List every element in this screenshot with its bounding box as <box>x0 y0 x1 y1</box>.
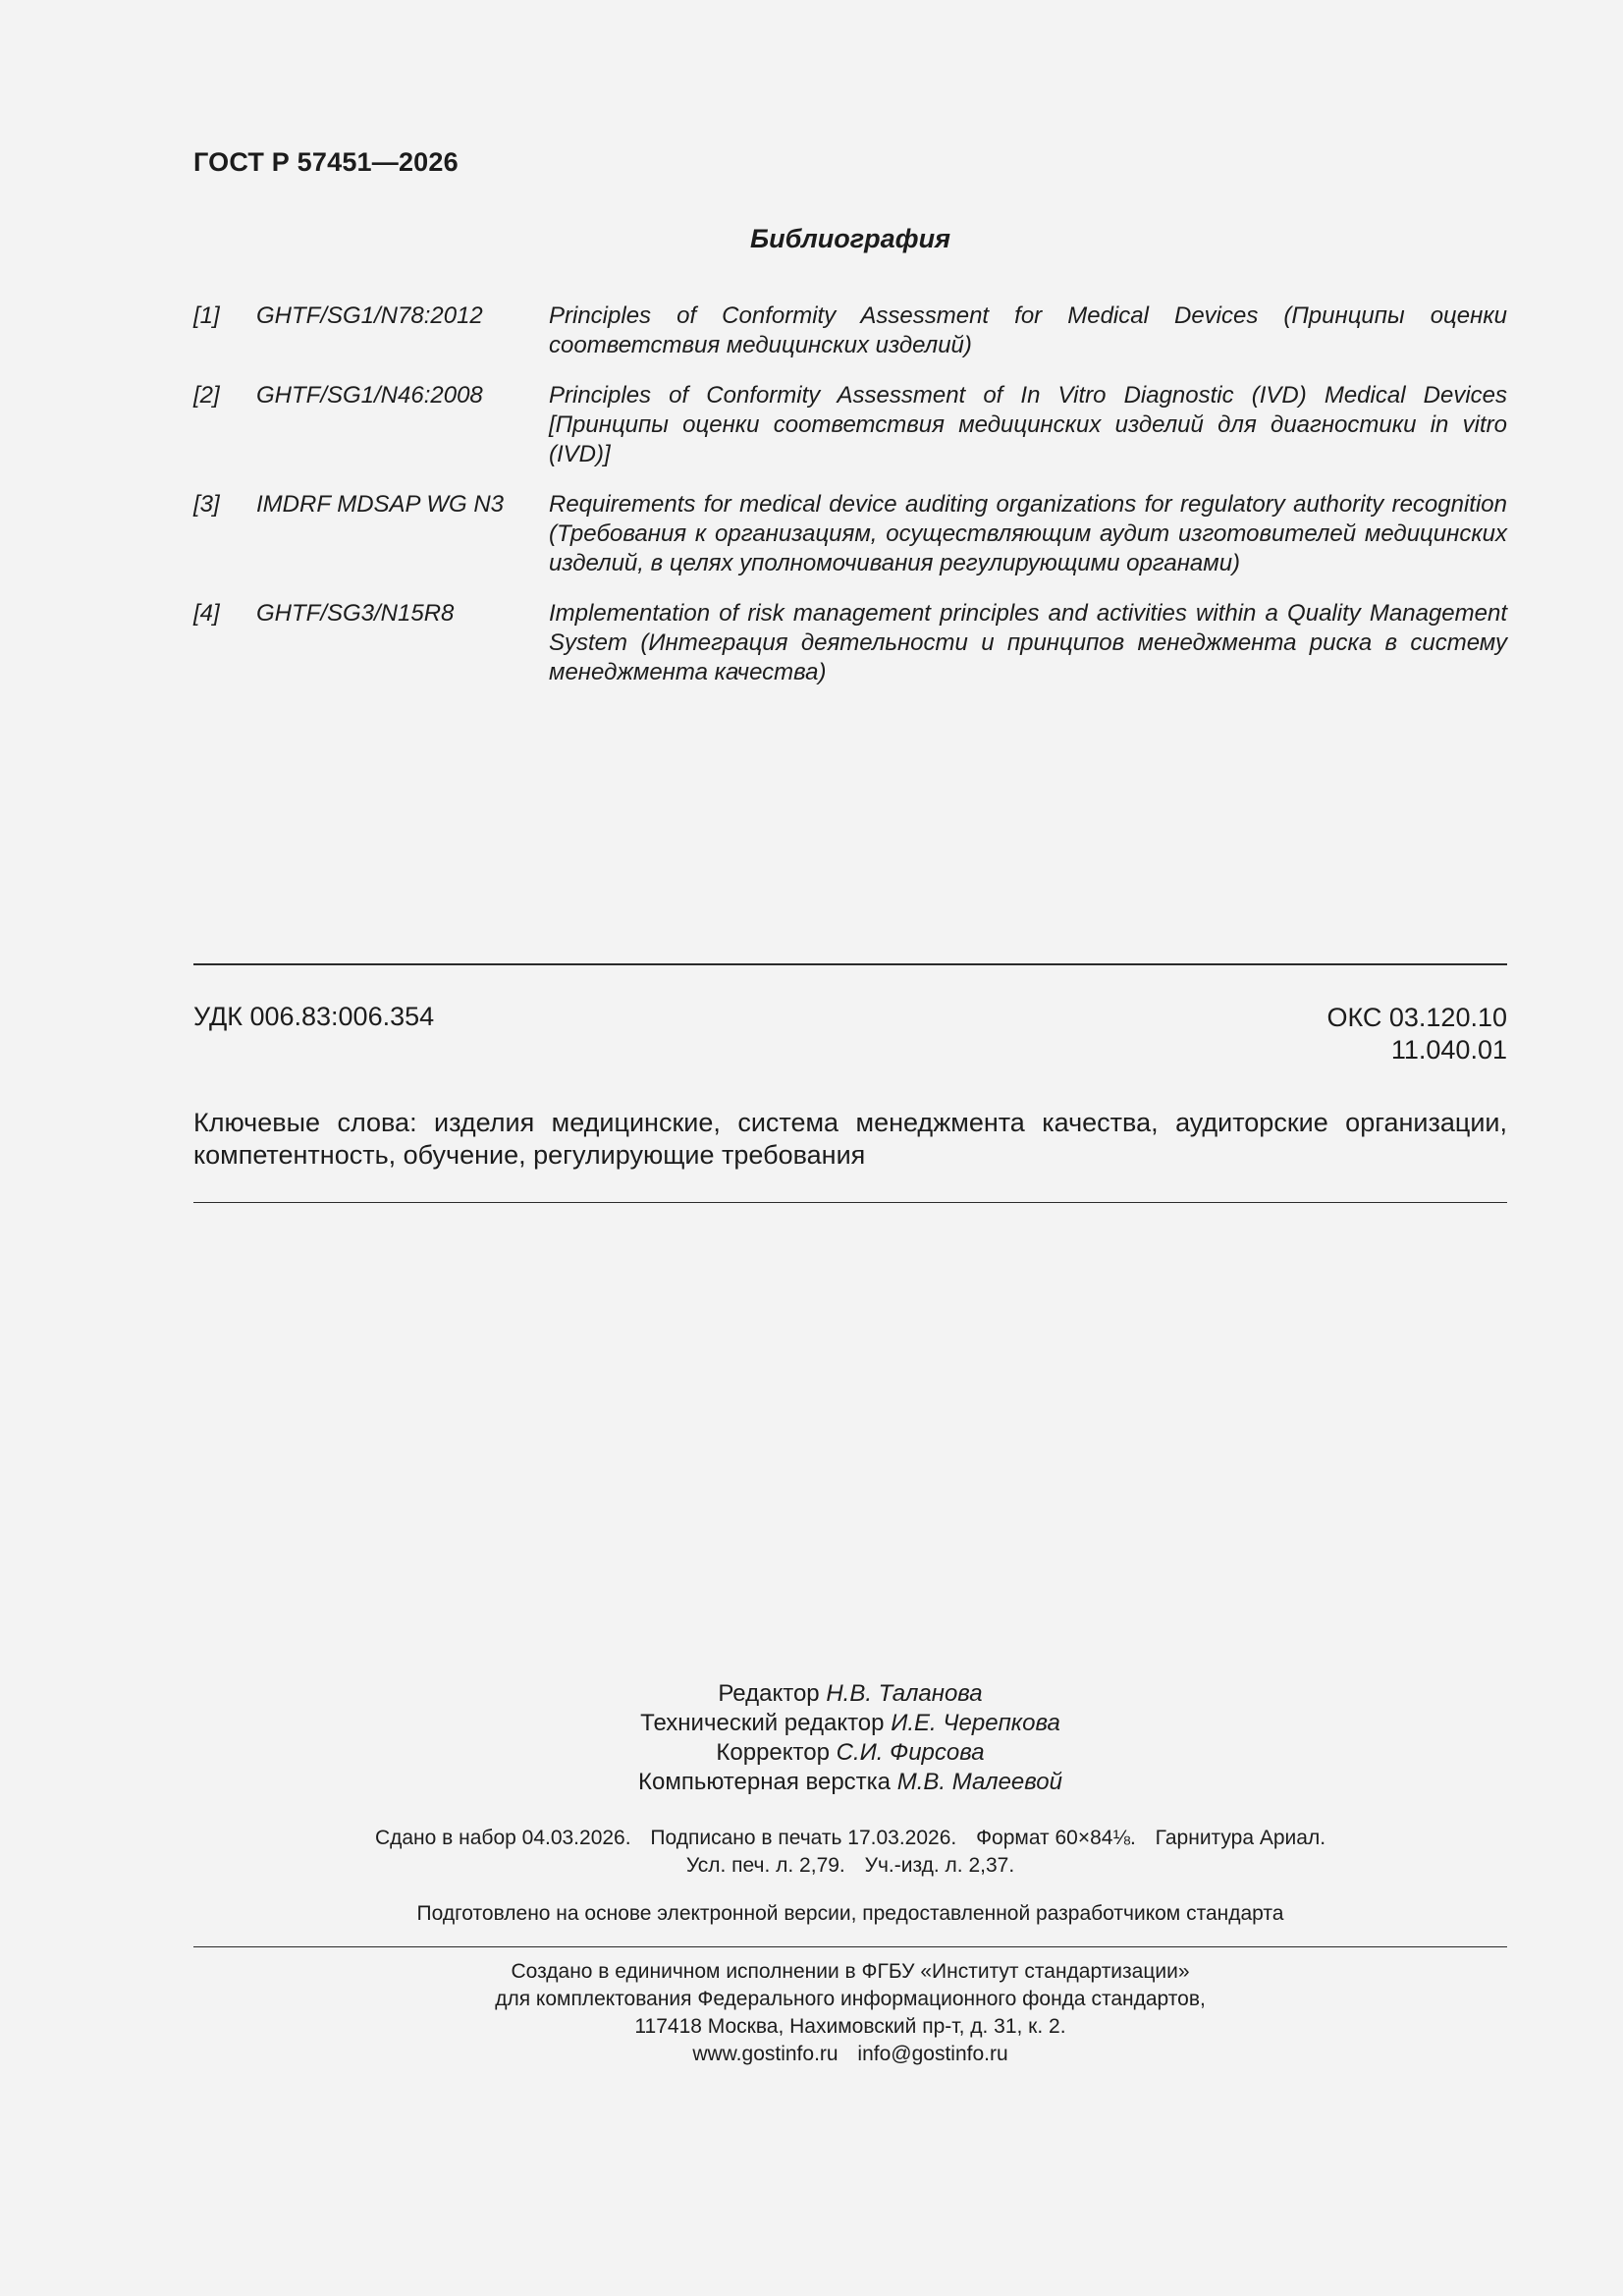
bibliography-title: Библиография <box>750 224 950 253</box>
entry-code: GHTF/SG1/N46:2008 <box>256 382 483 409</box>
publisher-info <box>193 1958 1507 2068</box>
oks-code-1: ОКС 03.120.10 <box>1326 1003 1507 1032</box>
prepared-note: Подготовлено на основе электронной версии, предоставленной разработчиком стандарта <box>416 1902 1284 1925</box>
typeface: Гарнитура Ариал. <box>1155 1827 1326 1849</box>
entry-code: GHTF/SG1/N78:2012 <box>256 302 483 329</box>
website-link[interactable]: www.gostinfo.ru <box>692 2043 839 2065</box>
credit-person: С.И. Фирсова <box>836 1739 985 1766</box>
bibliography-entry <box>193 599 1507 687</box>
credit-role: Корректор <box>716 1739 830 1766</box>
section-divider <box>193 963 1507 965</box>
email-link[interactable]: info@gostinfo.ru <box>857 2043 1008 2065</box>
credit-line <box>193 1738 1507 1768</box>
bibliography-entry <box>193 381 1507 469</box>
credit-line <box>193 1679 1507 1709</box>
edition-sheets: Уч.-изд. л. 2,37. <box>864 1854 1015 1877</box>
oks-codes <box>1326 1002 1507 1066</box>
oks-code-2: 11.040.01 <box>1390 1035 1507 1065</box>
printed-sheets: Усл. печ. л. 2,79. <box>685 1854 845 1877</box>
publisher-contacts <box>193 2041 1507 2068</box>
footer-divider <box>193 1946 1507 1947</box>
bibliography-entry <box>193 490 1507 578</box>
print-info-line-2 <box>193 1852 1507 1880</box>
credit-role: Технический редактор <box>640 1710 885 1736</box>
publisher-address: 117418 Москва, Нахимовский пр-т, д. 31, к. 2. <box>634 2015 1066 2038</box>
signed-date: Подписано в печать 17.03.2026. <box>650 1827 957 1849</box>
entry-number: [2] <box>193 382 220 409</box>
credit-person: Н.В. Таланова <box>826 1680 983 1707</box>
entry-number: [1] <box>193 302 220 329</box>
publisher-line-2: для комплектования Федерального информационного фонда стандартов, <box>495 1988 1206 2010</box>
entry-title: Implementation of risk management principles and activities within a Quality Management System (Интеграция деятельности и принципов менеджмента риска в систему менеджмента качества) <box>549 600 1507 685</box>
credit-person: И.Е. Черепкова <box>891 1710 1060 1736</box>
paper-format: Формат 60×84⅛. <box>976 1827 1136 1849</box>
entry-title: Principles of Conformity Assessment of In Vitro Diagnostic (IVD) Medical Devices [Принципы оценки соответствия медицинских изделий для диагностики in vitro (IVD)] <box>549 382 1507 467</box>
document-code: ГОСТ Р 57451—2026 <box>193 147 459 177</box>
credits-block <box>193 1679 1507 1797</box>
keywords-divider <box>193 1202 1507 1203</box>
print-info-line-1 <box>193 1825 1507 1852</box>
entry-title: Requirements for medical device auditing organizations for regulatory authority recognition (Требования к организациям, осуществляющим аудит изготовителей медицинских изделий, в целях уполномочивания регулирующими органами) <box>549 491 1507 576</box>
credit-role: Компьютерная верстка <box>638 1769 892 1795</box>
entry-code: GHTF/SG3/N15R8 <box>256 600 455 627</box>
entry-title: Principles of Conformity Assessment for Medical Devices (Принципы оценки соответствия медицинских изделий) <box>549 302 1507 358</box>
publisher-line-1: Создано в единичном исполнении в ФГБУ «Институт стандартизации» <box>511 1960 1190 1983</box>
entry-code: IMDRF MDSAP WG N3 <box>256 491 505 518</box>
credit-person: М.В. Малеевой <box>896 1769 1062 1795</box>
print-info <box>193 1825 1507 1880</box>
credit-role: Редактор <box>718 1680 820 1707</box>
bibliography-entry <box>193 301 1507 360</box>
bibliography-list <box>193 301 1507 708</box>
credit-line <box>193 1709 1507 1738</box>
entry-number: [4] <box>193 600 220 627</box>
entry-number: [3] <box>193 491 220 518</box>
credit-line <box>193 1768 1507 1797</box>
udk-code: УДК 006.83:006.354 <box>193 1002 435 1031</box>
submitted-date: Сдано в набор 04.03.2026. <box>374 1827 631 1849</box>
keywords-text: Ключевые слова: изделия медицинские, система менеджмента качества, аудиторские организации, компетентность, обучение, регулирующие требования <box>193 1108 1507 1170</box>
